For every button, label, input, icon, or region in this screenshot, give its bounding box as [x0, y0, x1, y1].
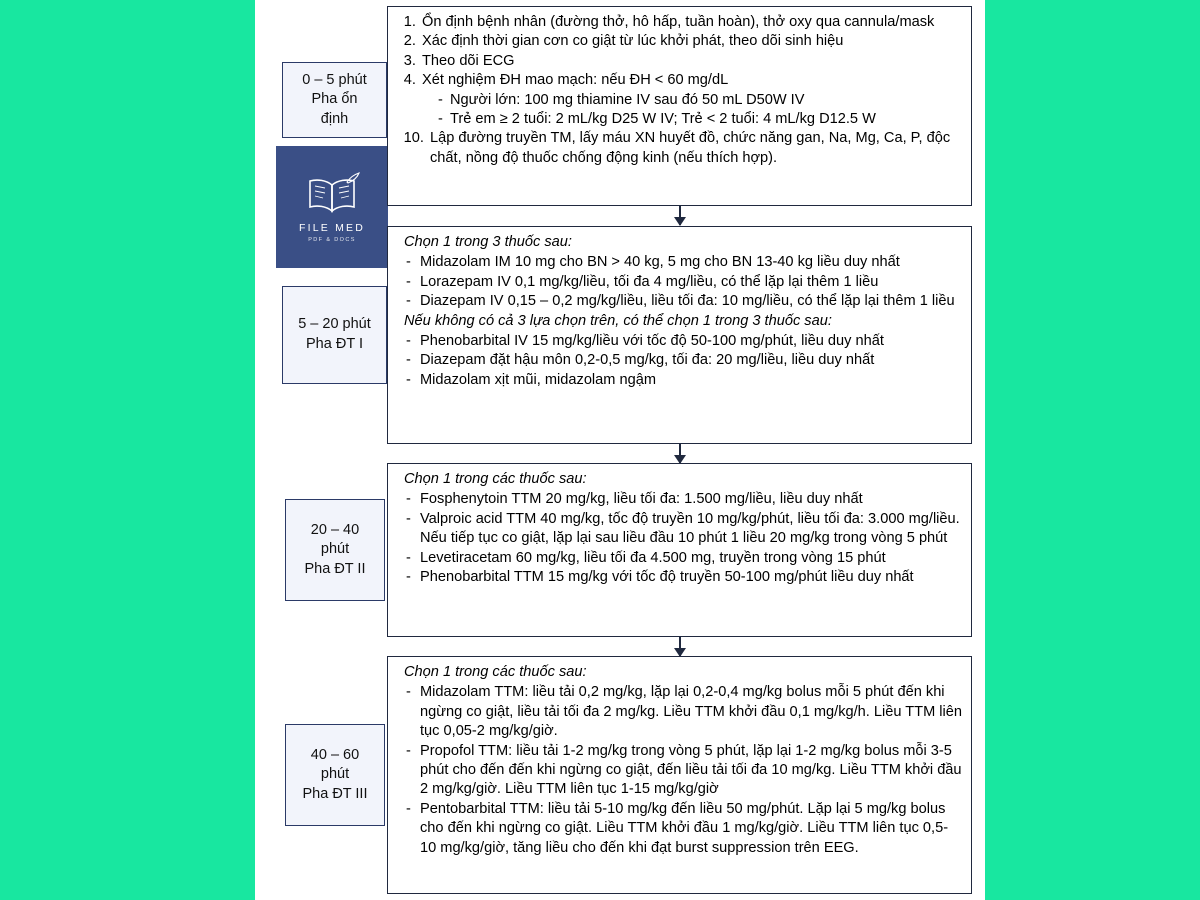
list-item-text: Ổn định bệnh nhân (đường thở, hô hấp, tuần hoàn), thở oxy qua cannula/mask: [422, 14, 935, 30]
sub-list-item: - Trẻ em ≥ 2 tuổi: 2 mL/kg D25 W IV; Trẻ < 2 tuổi: 4 mL/kg D12.5 W: [436, 110, 963, 129]
phase-line: 40 – 60: [310, 746, 360, 763]
treatment-1-alt-list: [398, 332, 963, 390]
phase-line: 20 – 40: [310, 521, 360, 538]
flowchart: [255, 0, 985, 900]
phase-line: 5 – 20 phút: [298, 316, 371, 333]
list-item: - Diazepam đặt hậu môn 0,2-0,5 mg/kg, tối đa: 20 mg/liều, liều duy nhất: [404, 351, 963, 370]
list-item: - Pentobarbital TTM: liều tải 5-10 mg/kg đến liều 50 mg/phút. Lặp lại 5 mg/kg bolus cho đến khi ngừng co giật. Liều TTM khởi đầu 1 mg/kg/giờ. Liều TTM liên tục 0,5-10 mg/kg/giờ, tăng liều cho đến khi đạt burst suppression trên EEG.: [404, 800, 963, 858]
list-item: [420, 52, 963, 71]
list-item: [420, 13, 963, 32]
treatment-1-list: [398, 253, 963, 311]
step-lead: Chọn 1 trong 3 thuốc sau:: [404, 234, 572, 250]
sub-list-item: - Người lớn: 100 mg thiamine IV sau đó 50 mL D50W IV: [436, 91, 963, 110]
phase-line: Pha ĐT I: [306, 336, 363, 352]
list-item: - Phenobarbital IV 15 mg/kg/liều với tốc độ 50-100 mg/phút, liều duy nhất: [404, 332, 963, 351]
list-item: - Midazolam xịt mũi, midazolam ngậm: [404, 371, 963, 390]
phase-line: 0 – 5 phút: [302, 71, 367, 88]
list-item: - Propofol TTM: liều tải 1-2 mg/kg trong vòng 5 phút, lặp lại 1-2 mg/kg bolus mỗi 3-5 phút cho đến đến khi ngừng co giật, đến liều tải tối đa 10 mg/kg. Liều TTM khởi đầu 2 mg/kg/giờ. Liều TTM liên tục 1-15 mg/kg/giờ: [404, 742, 963, 800]
phase-line: định: [320, 110, 349, 127]
phase-box-stabilization: [282, 62, 387, 138]
phase-box-treatment-3: [285, 724, 385, 826]
phase-box-treatment-2: [285, 499, 385, 601]
step-box-treatment-3: [387, 656, 972, 894]
logo-subtitle: PDF & DOCS: [308, 236, 356, 243]
list-item-text: Theo dõi ECG: [422, 52, 515, 69]
arrow-down-2: [679, 444, 681, 463]
list-item-text: Xét nghiệm ĐH mao mạch: nếu ĐH < 60 mg/dL: [422, 72, 729, 89]
treatment-2-list: [398, 490, 963, 587]
phase-line: Pha ĐT III: [302, 785, 368, 802]
step-box-stabilization: [387, 6, 972, 206]
sub-list: [436, 91, 963, 130]
step-lead: Chọn 1 trong các thuốc sau:: [404, 664, 587, 680]
phase-line: Pha ĐT II: [304, 560, 366, 577]
list-item-text: Xác định thời gian cơn co giật từ lúc khởi phát, theo dõi sinh hiệu: [422, 33, 844, 50]
phase-line: phút: [320, 766, 350, 783]
list-item: - Lorazepam IV 0,1 mg/kg/liều, tối đa 4 mg/liều, có thể lặp lại thêm 1 liều: [404, 273, 963, 292]
list-item: [420, 32, 963, 51]
list-item: [428, 129, 963, 168]
list-item: - Valproic acid TTM 40 mg/kg, tốc độ truyền 10 mg/kg/phút, liều tối đa: 3.000 mg/liều. Nếu tiếp tục co giật, lặp lại sau liều đầu 10 phút 1 liều 20 mg/kg trong vòng 5 phút: [404, 510, 963, 549]
logo-title: FILE MED: [298, 221, 366, 234]
list-item: - Midazolam TTM: liều tải 0,2 mg/kg, lặp lại 0,2-0,4 mg/kg bolus mỗi 5 phút đến khi ngừng co giật, liều tải tối đa 2 mg/kg. Liều TTM khởi đầu 0,1 mg/kg/h. Liều TTM liên tục 0,05-2 mg/kg/giờ.: [404, 683, 963, 741]
list-item: - Phenobarbital TTM 15 mg/kg với tốc độ truyền 50-100 mg/phút liều duy nhất: [404, 568, 963, 587]
phase-line: Pha ổn: [311, 91, 358, 108]
phase-box-treatment-1: [282, 286, 387, 384]
treatment-3-list: [398, 683, 963, 858]
list-item: - Fosphenytoin TTM 20 mg/kg, liều tối đa: 1.500 mg/liều, liều duy nhất: [404, 490, 963, 509]
phase-line: phút: [320, 541, 350, 558]
step-lead: Chọn 1 trong các thuốc sau:: [404, 471, 587, 487]
stabilization-list: [398, 13, 963, 168]
step-lead-alt: Nếu không có cả 3 lựa chọn trên, có thể chọn 1 trong 3 thuốc sau:: [404, 312, 832, 329]
list-item: - Midazolam IM 10 mg cho BN > 40 kg, 5 mg cho BN 13-40 kg liều duy nhất: [404, 253, 963, 272]
step-box-treatment-1: [387, 226, 972, 444]
list-item: [420, 71, 963, 129]
arrow-down-3: [679, 637, 681, 656]
list-item: - Levetiracetam 60 mg/kg, liều tối đa 4.500 mg, truyền trong vòng 15 phút: [404, 549, 963, 568]
arrow-down-1: [679, 206, 681, 225]
list-item-text: Lập đường truyền TM, lấy máu XN huyết đồ, chức năng gan, Na, Mg, Ca, P, độc chất, nồng độ thuốc chống động kinh (nếu thích hợp).: [430, 130, 951, 166]
list-item: - Diazepam IV 0,15 – 0,2 mg/kg/liều, liều tối đa: 10 mg/liều, có thể lặp lại thêm 1 liều: [404, 292, 963, 311]
step-box-treatment-2: [387, 463, 972, 637]
